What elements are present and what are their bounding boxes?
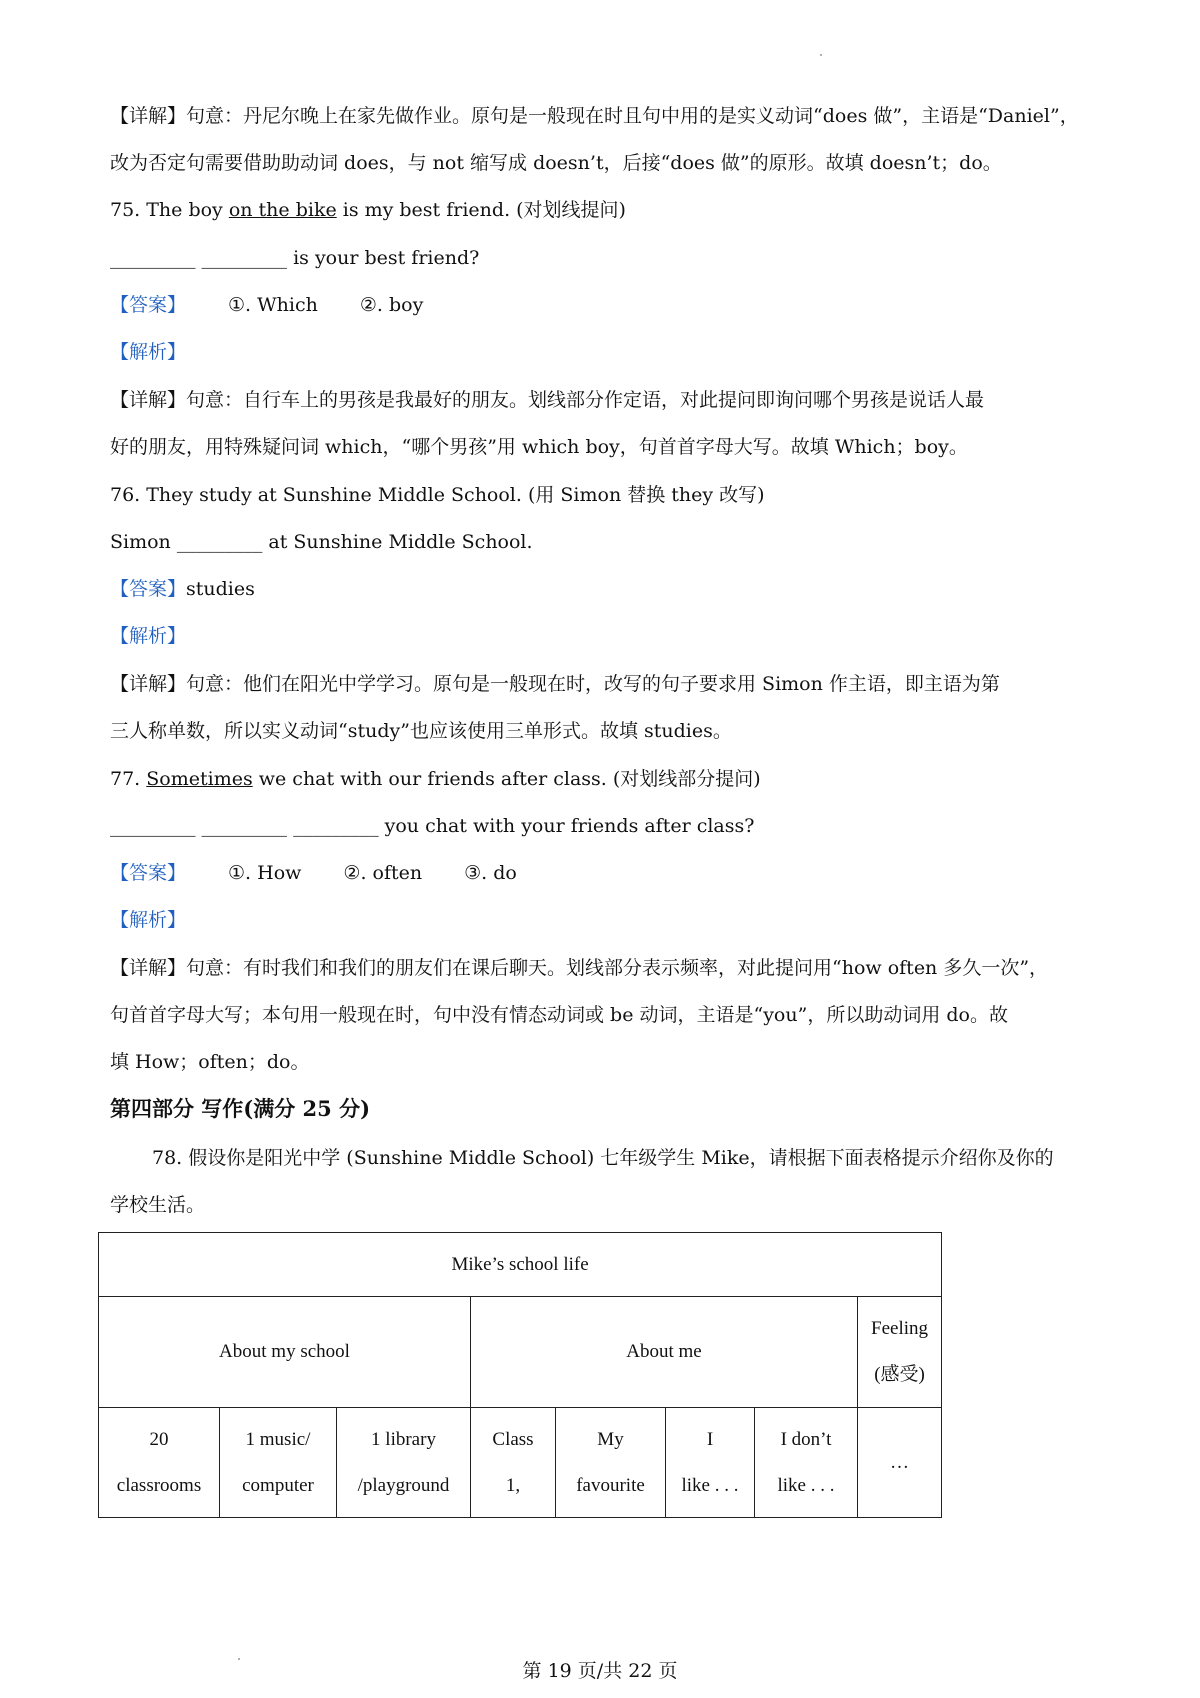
question-78: 学校生活。 <box>110 1194 206 1216</box>
explain-line: 三人称单数，所以实义动词“study”也应该使用三单形式。故填 studies。 <box>110 720 732 742</box>
table-cell: Class 1, <box>471 1408 556 1518</box>
answer-75: 【答案】 ①. Which ②. boy <box>110 294 424 316</box>
explain-line: 【详解】句意：有时我们和我们的朋友们在课后聊天。划线部分表示频率，对此提问用“how often 多久一次”， <box>110 957 1049 979</box>
explain-line: 填 How；often；do。 <box>110 1051 310 1073</box>
table-cell: 20 classrooms <box>99 1408 220 1518</box>
question-78: 78. 假设你是阳光中学 (Sunshine Middle School) 七年级学生 Mike，请根据下面表格提示介绍你及你的 <box>152 1147 1054 1169</box>
explain-line: 句首首字母大写；本句用一般现在时，句中没有情态动词或 be 动词，主语是“you”，所以助动词用 do。故 <box>110 1004 1008 1026</box>
explain-line: 好的朋友，用特殊疑问词 which，“哪个男孩”用 which boy，句首首字母大写。故填 Which；boy。 <box>110 436 968 458</box>
question-75: 75. The boy on the bike is my best friend. (对划线提问) <box>110 199 626 221</box>
question-77: 77. Sometimes we chat with our friends after class. (对划线部分提问) <box>110 768 761 790</box>
question-75-blank: _________ _________ is your best friend? <box>110 247 480 269</box>
table-title: Mike’s school life <box>99 1233 942 1297</box>
analysis-label: 【解析】 <box>110 625 187 647</box>
question-77-blank: _________ _________ _________ you chat with your friends after class? <box>110 815 755 837</box>
table-cell: 1 library /playground <box>337 1408 471 1518</box>
table-cell: I like . . . <box>666 1408 755 1518</box>
answer-77: 【答案】 ①. How ②. often ③. do <box>110 862 517 884</box>
explain-line: 【详解】句意：他们在阳光中学学习。原句是一般现在时，改写的句子要求用 Simon 作主语，即主语为第 <box>110 673 1000 695</box>
scan-speck <box>820 54 822 56</box>
table-cell: My favourite <box>556 1408 666 1518</box>
school-life-table <box>98 1232 942 1518</box>
page-footer: 第 19 页/共 22 页 <box>522 1660 678 1682</box>
question-76: 76. They study at Sunshine Middle School. (用 Simon 替换 they 改写) <box>110 484 765 506</box>
analysis-label: 【解析】 <box>110 341 187 363</box>
section-heading: 第四部分 写作(满分 25 分) <box>110 1096 371 1121</box>
answer-76: 【答案】studies <box>110 578 255 600</box>
analysis-label: 【解析】 <box>110 909 187 931</box>
question-76-blank: Simon _________ at Sunshine Middle School. <box>110 531 533 553</box>
header-about-school: About my school <box>99 1297 471 1408</box>
explain-line: 【详解】句意：自行车上的男孩是我最好的朋友。划线部分作定语，对此提问即询问哪个男孩是说话人最 <box>110 389 985 411</box>
table-cell: … <box>858 1408 942 1518</box>
header-feeling: Feeling (感受) <box>858 1297 942 1408</box>
table-cell: 1 music/ computer <box>220 1408 337 1518</box>
explain-line: 改为否定句需要借助助动词 does，与 not 缩写成 doesn’t，后接“does 做”的原形。故填 doesn’t；do。 <box>110 152 1002 174</box>
header-about-me: About me <box>471 1297 858 1408</box>
explain-line: 【详解】句意：丹尼尔晚上在家先做作业。原句是一般现在时且句中用的是实义动词“does 做”，主语是“Daniel”， <box>110 105 1079 127</box>
table-cell: I don’t like . . . <box>755 1408 858 1518</box>
